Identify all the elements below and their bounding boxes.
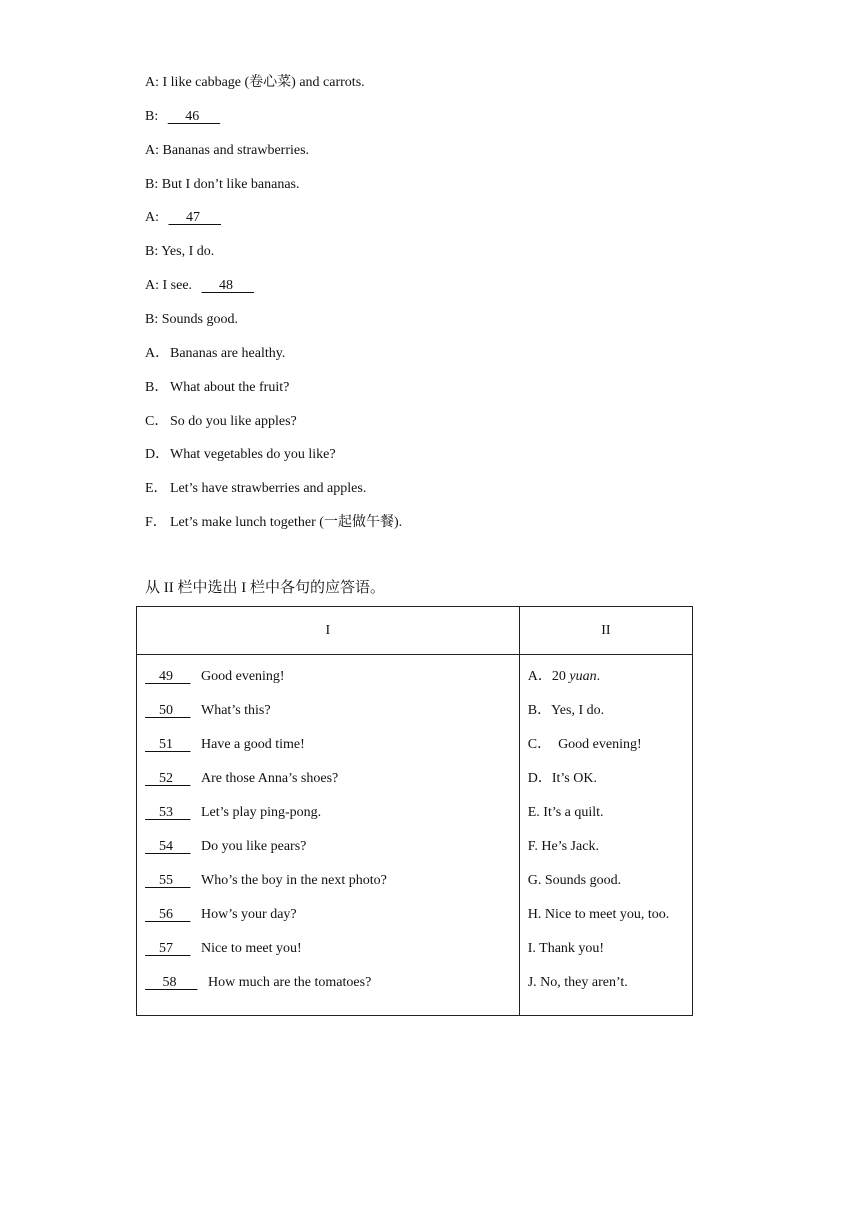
dialogue-text: Yes, I do. (161, 244, 215, 259)
dialogue-line-5 (145, 208, 221, 228)
response-text: I. Thank you! (527, 941, 605, 956)
response-option (520, 837, 692, 871)
speaker-label: B: (145, 109, 159, 124)
answer-blank[interactable]: 54 (145, 839, 191, 854)
option-f (145, 513, 402, 533)
dialogue-line-7 (145, 276, 254, 296)
question-text: Have a good time! (201, 737, 305, 752)
response-text: G. Sounds good. (527, 873, 622, 888)
question-text: Let’s play ping-pong. (201, 805, 322, 820)
dialogue-line-4 (145, 175, 300, 195)
question-row (137, 871, 519, 905)
question-row (137, 939, 519, 973)
dialogue-line-6 (145, 242, 214, 262)
answer-blank[interactable]: 58 (145, 975, 198, 990)
speaker-label: A: (145, 278, 159, 293)
dialogue-line-1 (145, 73, 365, 93)
answer-blank[interactable]: 55 (145, 873, 191, 888)
speaker-label: A: (145, 210, 159, 225)
question-row (137, 803, 519, 837)
response-text: A．20 (527, 669, 570, 684)
response-text: J. No, they aren’t. (527, 975, 628, 990)
answer-blank-48[interactable]: 48 (201, 278, 255, 293)
column-ii-cell (519, 655, 692, 1016)
response-option (520, 973, 692, 1007)
dialogue-line-8 (145, 310, 238, 330)
dialogue-text: I like cabbage (卷心菜) and carrots. (162, 75, 365, 90)
response-option (520, 803, 692, 837)
question-text: Are those Anna’s shoes? (201, 771, 339, 786)
column-header-i: I (137, 607, 520, 655)
answer-blank[interactable]: 57 (145, 941, 191, 956)
column-header-ii: II (519, 607, 692, 655)
dialogue-text: Bananas and strawberries. (162, 143, 310, 158)
response-option (520, 701, 692, 735)
question-text: How’s your day? (201, 907, 297, 922)
option-text: What vegetables do you like? (170, 447, 336, 462)
response-text: D．It’s OK. (527, 771, 597, 786)
response-option (520, 735, 692, 769)
question-text: Good evening! (201, 669, 285, 684)
answer-blank[interactable]: 52 (145, 771, 191, 786)
option-e (145, 479, 366, 499)
response-text: F. He’s Jack. (527, 839, 599, 854)
answer-blank[interactable]: 50 (145, 703, 191, 718)
option-text: So do you like apples? (170, 414, 297, 429)
response-option (520, 905, 692, 939)
option-b (145, 378, 289, 398)
response-text: B．Yes, I do. (527, 703, 605, 718)
answer-blank[interactable]: 56 (145, 907, 191, 922)
option-text: Let’s make lunch together (一起做午餐). (170, 515, 403, 530)
response-option (520, 871, 692, 905)
question-row (137, 973, 519, 1007)
option-text: Let’s have strawberries and apples. (170, 481, 367, 496)
question-row (137, 667, 519, 701)
option-letter: C． (145, 414, 169, 429)
question-text: How much are the tomatoes? (208, 975, 372, 990)
response-text: H. Nice to meet you, too. (527, 907, 670, 922)
speaker-label: B: (145, 244, 159, 259)
question-text: What’s this? (201, 703, 271, 718)
question-text: Do you like pears? (201, 839, 307, 854)
option-letter: B． (145, 380, 169, 395)
answer-blank[interactable]: 53 (145, 805, 191, 820)
response-text: C． Good evening! (527, 737, 642, 752)
answer-blank[interactable]: 49 (145, 669, 191, 684)
question-text: Nice to meet you! (201, 941, 302, 956)
response-italic: yuan (569, 669, 597, 684)
option-letter: F． (145, 515, 167, 530)
option-letter: E． (145, 481, 168, 496)
question-row (137, 735, 519, 769)
option-a (145, 344, 285, 364)
response-tail: . (596, 669, 601, 684)
dialogue-line-3 (145, 141, 309, 161)
answer-blank[interactable]: 51 (145, 737, 191, 752)
dialogue-text: I see. (162, 278, 193, 293)
section-instruction: 从 II 栏中选出 I 栏中各句的应答语。 (145, 580, 385, 596)
dialogue-text: Sounds good. (161, 312, 238, 327)
option-letter: D． (145, 447, 170, 462)
speaker-label: A: (145, 75, 159, 90)
dialogue-line-2 (145, 107, 220, 127)
question-row (137, 701, 519, 735)
speaker-label: B: (145, 177, 159, 192)
option-text: What about the fruit? (170, 380, 290, 395)
response-option (520, 939, 692, 973)
response-option (520, 769, 692, 803)
option-d (145, 445, 336, 465)
column-i-cell (137, 655, 520, 1016)
response-option (520, 667, 692, 701)
dialogue-text: But I don’t like bananas. (161, 177, 300, 192)
question-row (137, 905, 519, 939)
question-row (137, 769, 519, 803)
answer-blank-47[interactable]: 47 (168, 210, 221, 225)
question-text: Who’s the boy in the next photo? (201, 873, 387, 888)
option-c (145, 412, 297, 432)
matching-table (136, 606, 693, 1016)
option-letter: A． (145, 346, 170, 361)
option-text: Bananas are healthy. (170, 346, 286, 361)
speaker-label: A: (145, 143, 159, 158)
answer-blank-46[interactable]: 46 (167, 109, 221, 124)
response-text: E. It’s a quilt. (527, 805, 604, 820)
speaker-label: B: (145, 312, 159, 327)
question-row (137, 837, 519, 871)
